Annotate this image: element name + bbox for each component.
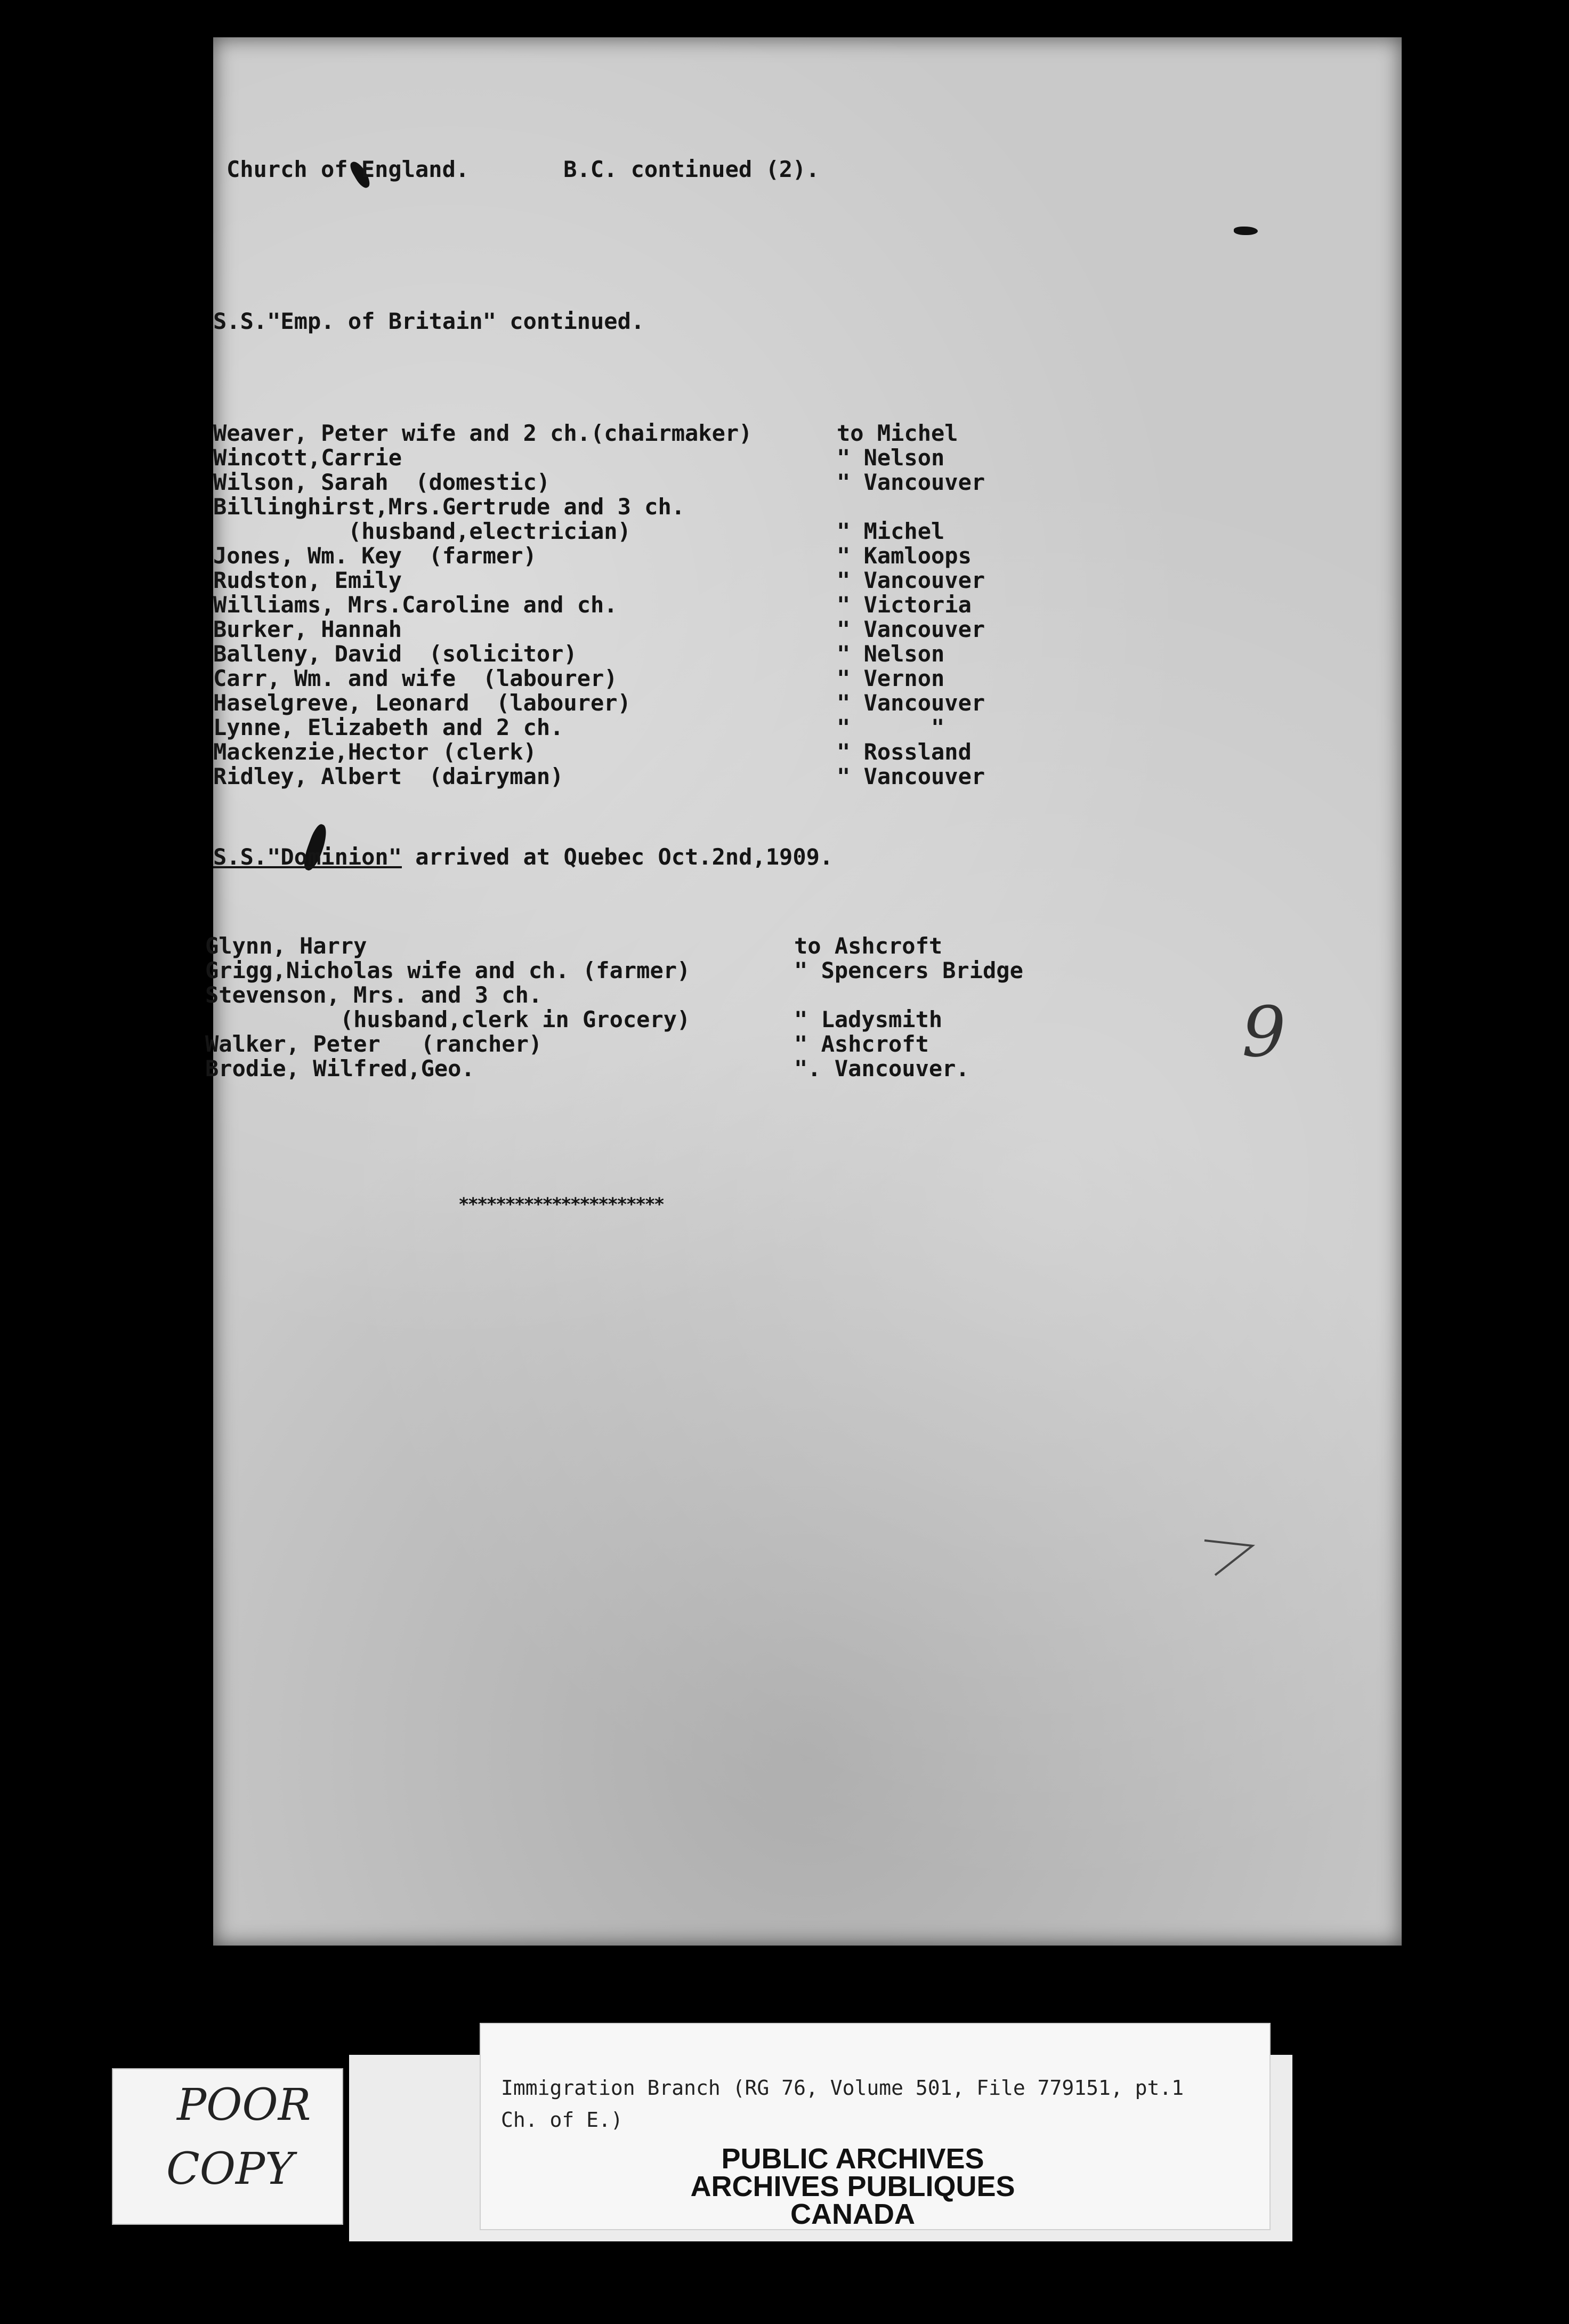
- archives-country: CANADA: [790, 2198, 915, 2230]
- passenger-list-emp-of-britain: Weaver, Peter wife and 2 ch.(chairmaker) to Michel Wincott,Carrie " Nelson Wilson, Sarah (domestic) " Vancouver Billinghirst,Mrs.Gertrude and 3 ch. (husband,electrician) " Michel Jones, Wm. Key (farmer) " Kamloops Rudston, Emily " Vancouver Williams, Mrs.Caroline and ch. " Victoria Burker, Hannah " Vancouver Balleny, David (solicitor) " Nelson Carr, Wm. and wife (labourer) " Vernon Haselgreve, Leonard (labourer) " Vancouver Lynne, Elizabeth and 2 ch. " " Mackenzie,Hector (clerk) " Rossland Ridley, Albert (dairyman) " Vancouver: [213, 420, 985, 789]
- ink-blot: [1234, 227, 1258, 235]
- poor-copy-stamp: [112, 2068, 343, 2225]
- pencil-check-mark: [1199, 1524, 1263, 1588]
- section-title-dominion: [213, 845, 833, 869]
- archive-reference-line-1: Immigration Branch (RG 76, Volume 501, File 779151, pt.1: [501, 2076, 1184, 2100]
- section-title-emp-of-britain: S.S."Emp. of Britain" continued.: [213, 308, 645, 334]
- stamp-line-1: POOR: [177, 2080, 311, 2131]
- stamp-line-2: COPY: [166, 2144, 294, 2194]
- pencil-page-number: 9: [1242, 991, 1286, 1072]
- passenger-list-dominion: Glynn, Harry to Ashcroft Grigg,Nicholas wife and ch. (farmer) " Spencers Bridge Stevenson, Mrs. and 3 ch. (husband,clerk in Grocery) " Ladysmith Walker, Peter (rancher) " Ashcroft Brodie, Wilfred,Geo. ". Vancouver.: [205, 933, 1023, 1082]
- separator-stars: **********************: [458, 1194, 664, 1215]
- archive-reference-line-2: Ch. of E.): [501, 2108, 623, 2132]
- ship-name: S.S."Dominion": [213, 844, 402, 870]
- archives-name-fr: ARCHIVES PUBLIQUES: [690, 2170, 1015, 2202]
- arrival-text: arrived at Quebec Oct.2nd,1909.: [402, 844, 834, 870]
- archives-name-en: PUBLIC ARCHIVES: [721, 2143, 984, 2175]
- document-heading: Church of England. B.C. continued (2).: [227, 156, 820, 182]
